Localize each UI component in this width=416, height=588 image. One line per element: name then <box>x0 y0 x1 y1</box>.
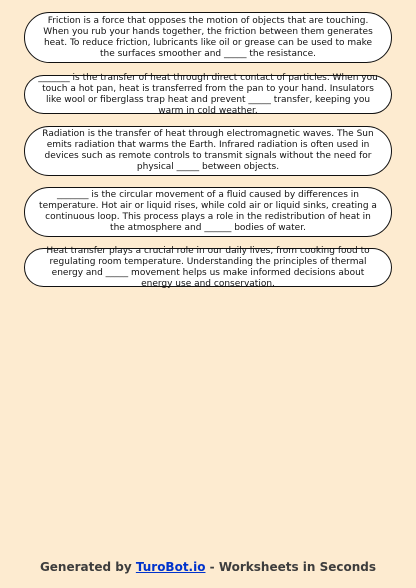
passage-card <box>24 126 392 176</box>
passage-card <box>24 245 392 289</box>
passage-text: _______ is the circular movement of a fluid caused by differences in temperature. Hot air or liquid rises, while cold air or liquid sinks, creating a continuous loop. This process plays a role in the redistribution of heat in the atmosphere and ______ bodies of water. <box>39 190 377 233</box>
turobot-link[interactable]: TuroBot.io <box>135 560 206 574</box>
passage-text: Friction is a force that opposes the motion of objects that are touching. When you rub your hands together, the friction between them generates heat. To reduce friction, lubricants like oil or grease can be used to make the surfaces smoother and _____ the resistance. <box>43 15 373 59</box>
footer <box>0 560 416 574</box>
footer-prefix: Generated by <box>39 560 136 574</box>
passage-card <box>24 12 392 63</box>
passage-text: Heat transfer plays a crucial role in our daily lives, from cooking food to regulating room temperature. Understanding the principles of thermal energy and _____ movement helps us make informed decisions about energy use and conservation. <box>46 245 370 289</box>
passage-text: Radiation is the transfer of heat through electromagnetic waves. The Sun emits radiation that warms the Earth. Infrared radiation is often used in devices such as remote controls to transmit signals without the need for physical _____ between objects. <box>42 129 374 172</box>
footer-suffix: - Worksheets in Seconds <box>205 560 377 574</box>
passage-card <box>24 72 392 116</box>
passage-card <box>24 187 392 237</box>
passage-text: _______ is the transfer of heat through direct contact of particles. When you touch a hot pan, heat is transferred from the pan to your hand. Insulators like wool or fiberglass trap heat and prevent _____ transfer, keeping you warm in cold weather. <box>38 72 378 116</box>
